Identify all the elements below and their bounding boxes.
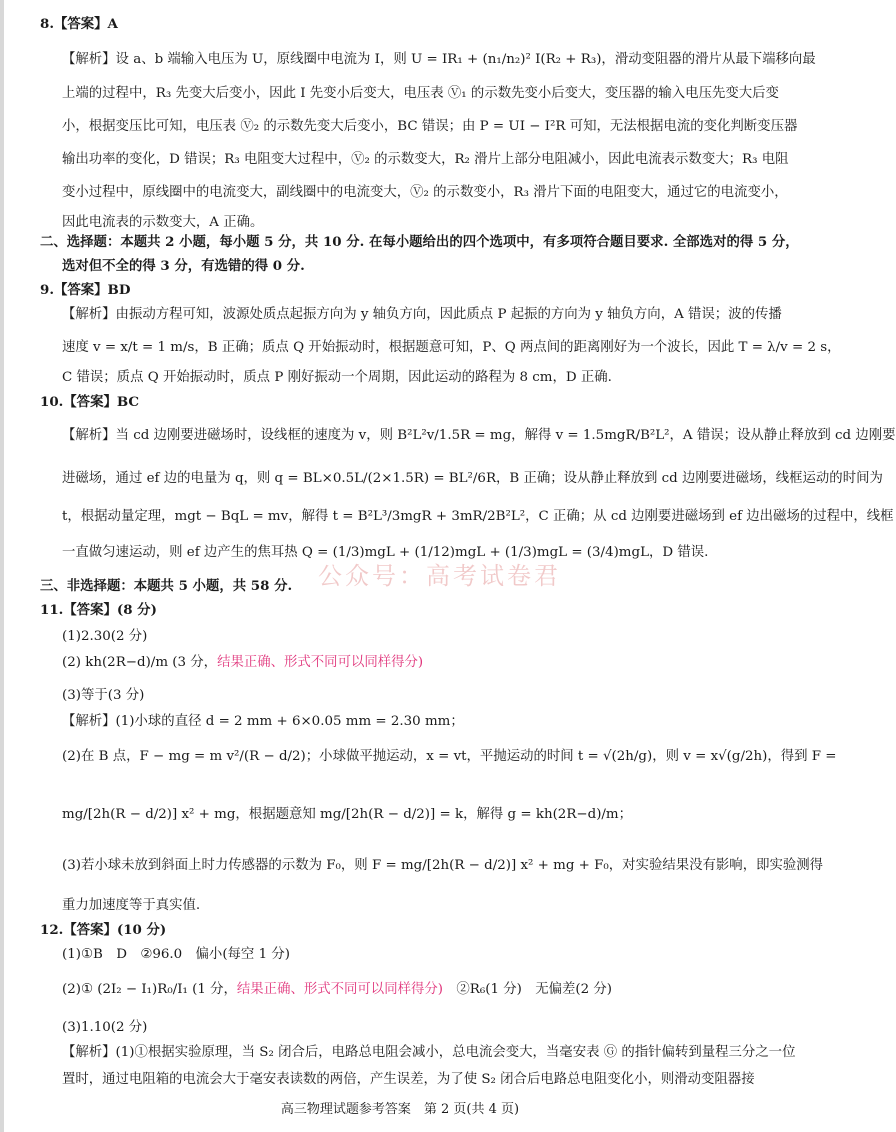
q8-explanation-line: 【解析】设 a、b 端输入电压为 U，原线圈中电流为 I，则 U = IR₁ + (n₁/n₂)² I(R₂ + R₃)，滑动变阻器的滑片从最下端移向最 (62, 52, 816, 67)
q12-answer: 12.【答案】(10 分) (40, 922, 167, 938)
q8-explanation-line: 小，根据变压比可知，电压表 Ⓥ₂ 的示数先变大后变小，BC 错误；由 P = UI − I²R 可知，无法根据电流的变化判断变压器 (62, 119, 798, 134)
section-3-heading: 三、非选择题：本题共 5 小题，共 58 分. (40, 578, 293, 594)
q8-explanation-line: 上端的过程中，R₃ 先变大后变小，因此 I 先变小后变大，电压表 Ⓥ₁ 的示数先变小后变大，变压器的输入电压先变大后变 (62, 86, 779, 101)
q8-explanation-line: 因此电流表的示数变大，A 正确。 (62, 215, 264, 230)
q10-explanation-line: 进磁场，通过 ef 边的电量为 q，则 q = BL×0.5L/(2×1.5R) = BL²/6R，B 正确；设从静止释放到 cd 边刚要进磁场，线框运动的时间为 (62, 471, 883, 486)
section-2-heading: 选对但不全的得 3 分，有选错的得 0 分. (62, 258, 305, 274)
scoring-note: 结果正确、形式不同可以同样得分) (236, 982, 443, 997)
q10-explanation-line: t，根据动量定理，mgt − BqL = mv，解得 t = B²L³/3mgR + 3mR/2B²L²，C 正确；从 cd 边刚要进磁场到 ef 边出磁场的过程中，线框 (62, 509, 894, 524)
q9-explanation-line: C 错误；质点 Q 开始振动时，质点 P 刚好振动一个周期，因此运动的路程为 8 cm，D 正确. (62, 370, 612, 385)
q12-explanation-line: 【解析】(1)①根据实验原理，当 S₂ 闭合后，电路总电阻会减小，总电流会变大，当毫安表 Ⓖ 的指针偏转到量程三分之一位 (62, 1045, 796, 1060)
q8-explanation-line: 变小过程中，原线圈中的电流变大，副线圈中的电流变大，Ⓥ₂ 的示数变小，R₃ 滑片下面的电阻变大，通过它的电流变小， (62, 185, 788, 200)
q11-explanation-line: (2)在 B 点，F − mg = m v²/(R − d/2)；小球做平抛运动，x = vt，平抛运动的时间 t = √(2h/g)，则 v = x√(g/2h)，得到 F = (62, 749, 837, 764)
q8-explanation-line: 输出功率的变化，D 错误；R₃ 电阻变大过程中，Ⓥ₂ 的示数变大，R₂ 滑片上部分电阻减小，因此电流表示数变大；R₃ 电阻 (62, 152, 789, 167)
q9-explanation-line: 速度 v = x/t = 1 m/s，B 正确；质点 Q 开始振动时，根据题意可知，P、Q 两点间的距离刚好为一个波长，因此 T = λ/v = 2 s， (62, 340, 841, 355)
page-edge (0, 0, 4, 1132)
q11-part-2 (62, 653, 862, 673)
q8-answer: 8.【答案】A (40, 16, 118, 32)
q10-explanation-line: 一直做匀速运动，则 ef 边产生的焦耳热 Q = (1/3)mgL + (1/12)mgL + (1/3)mgL = (3/4)mgL，D 错误. (62, 545, 709, 560)
q12-explanation-line: 置时，通过电阻箱的电流会大于毫安表读数的两倍，产生误差，为了使 S₂ 闭合后电路总电阻变化小，则滑动变阻器接 (62, 1072, 755, 1087)
q11-explanation-line: 重力加速度等于真实值. (62, 898, 201, 913)
q12-part-2 (62, 980, 862, 1000)
q11-explanation-line: mg/[2h(R − d/2)] x² + mg，根据题意知 mg/[2h(R − d/2)] = k，解得 g = kh(2R−d)/m； (62, 807, 633, 822)
q9-answer: 9.【答案】BD (40, 282, 131, 298)
page-footer: 高三物理试题参考答案 第 2 页(共 4 页) (280, 1102, 520, 1117)
q11-explanation-line: (3)若小球未放到斜面上时力传感器的示数为 F₀，则 F = mg/[2h(R − d/2)] x² + mg + F₀，对实验结果没有影响，即实验测得 (62, 858, 824, 873)
q11-explanation-line: 【解析】(1)小球的直径 d = 2 mm + 6×0.05 mm = 2.30 mm； (62, 714, 464, 729)
q11-answer: 11.【答案】(8 分) (40, 602, 157, 618)
q12-part-2-text: (2)① (2I₂ − I₁)R₀/I₁ (1 分， (62, 982, 237, 997)
q11-part-2-text: (2) kh(2R−d)/m (3 分， (62, 655, 218, 670)
q12-part-3: (3)1.10(2 分) (62, 1020, 148, 1035)
watermark: 公众号：高考试卷君 (318, 562, 561, 590)
q11-part-3: (3)等于(3 分) (62, 688, 145, 703)
q11-part-1: (1)2.30(2 分) (62, 629, 148, 644)
q10-answer: 10.【答案】BC (40, 394, 140, 410)
q12-part-1: (1)①B D ②96.0 偏小(每空 1 分) (62, 947, 290, 962)
q12-part-2-rest: ②R₆(1 分) 无偏差(2 分) (443, 982, 613, 997)
q10-explanation-line: 【解析】当 cd 边刚要进磁场时，设线框的速度为 v，则 B²L²v/1.5R = mg，解得 v = 1.5mgR/B²L²，A 错误；设从静止释放到 cd 边刚要 (62, 428, 896, 443)
scoring-note: 结果正确、形式不同可以同样得分) (217, 655, 424, 670)
section-2-heading: 二、选择题：本题共 2 小题，每小题 5 分，共 10 分. 在每小题给出的四个选项中，有多项符合题目要求. 全部选对的得 5 分， (40, 234, 799, 250)
q9-explanation-line: 【解析】由振动方程可知，波源处质点起振方向为 y 轴负方向，因此质点 P 起振的方向为 y 轴负方向，A 错误；波的传播 (62, 307, 782, 322)
